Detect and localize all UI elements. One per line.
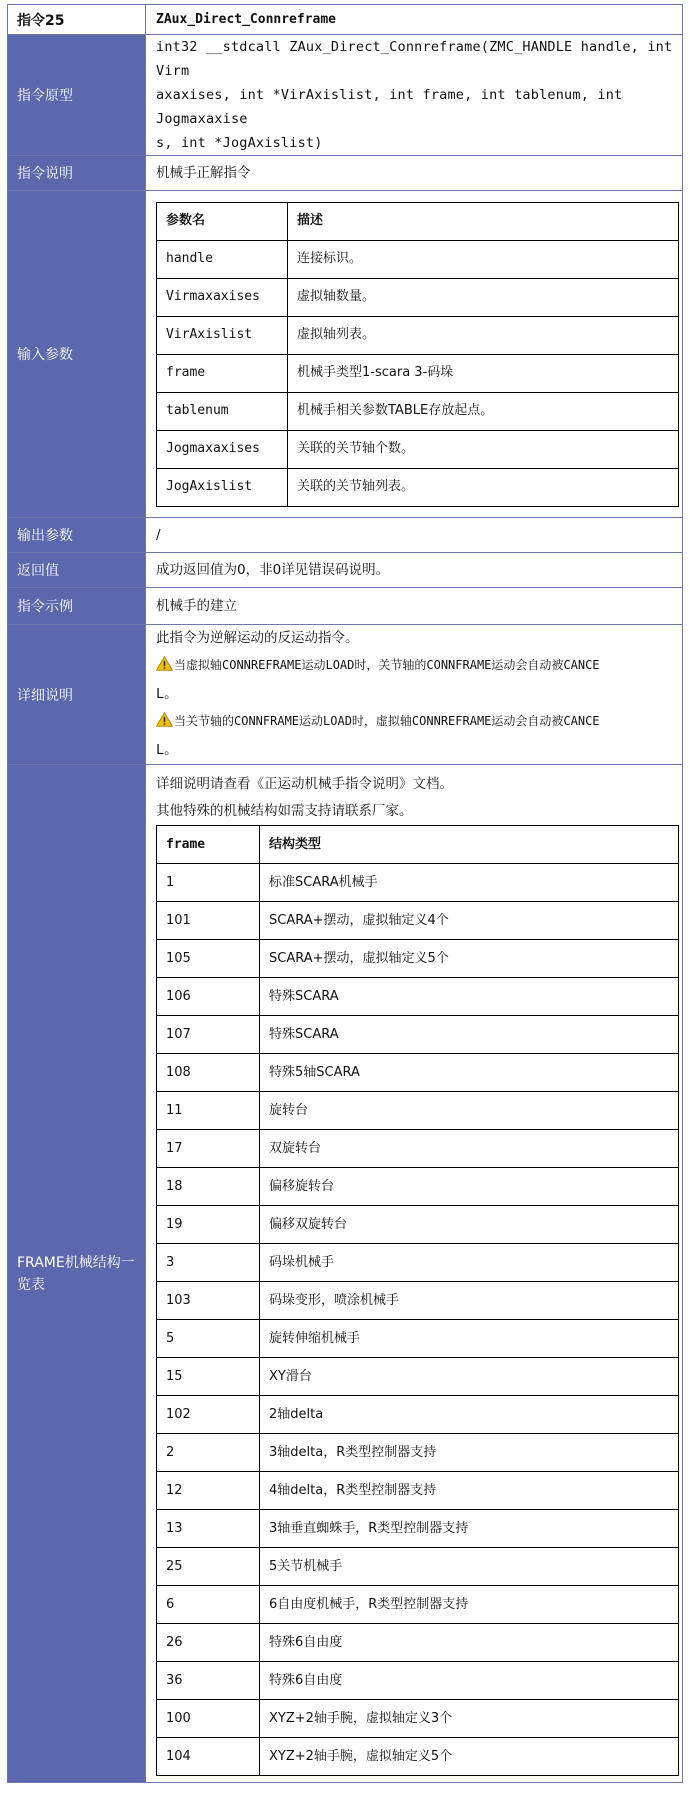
- prototype-value: [146, 35, 683, 156]
- frame-row: [157, 1548, 679, 1586]
- description-value: 机械手正解指令: [146, 156, 683, 191]
- frame-frame: 11: [157, 1092, 260, 1130]
- details-value: [146, 625, 683, 765]
- param-desc: 连接标识。: [288, 240, 679, 278]
- frames-value: [146, 765, 683, 1783]
- frame-frame: 101: [157, 902, 260, 940]
- command-number: 指令25: [8, 5, 146, 35]
- details-row: [8, 625, 683, 765]
- param-name: JogAxislist: [157, 468, 288, 506]
- frame-type: 3轴delta，R类型控制器支持: [260, 1434, 679, 1472]
- header-row: [8, 5, 683, 35]
- prototype-line: axaxises, int *VirAxislist, int frame, int tablenum, int Jogmaxaxise: [156, 87, 623, 127]
- frame-row: [157, 1016, 679, 1054]
- frame-row: [157, 1738, 679, 1776]
- outputs-label: 输出参数: [8, 518, 146, 553]
- frame-frame: 26: [157, 1624, 260, 1662]
- frame-row: [157, 1320, 679, 1358]
- frame-row: [157, 1434, 679, 1472]
- command-doc-table: [7, 4, 683, 1783]
- param-row: [157, 392, 679, 430]
- details-warning-2: [156, 708, 674, 737]
- prototype-line: s, int *JogAxislist): [156, 135, 323, 151]
- frame-type: 旋转伸缩机械手: [260, 1320, 679, 1358]
- frame-row: [157, 1396, 679, 1434]
- params-header-row: [157, 202, 679, 240]
- warning-text-2b: L。: [156, 742, 178, 758]
- frame-row: [157, 1168, 679, 1206]
- params-col-desc: 描述: [288, 202, 679, 240]
- param-name: handle: [157, 240, 288, 278]
- prototype-row: [8, 35, 683, 156]
- frame-frame: 106: [157, 978, 260, 1016]
- frames-label: FRAME机械结构一览表: [8, 765, 146, 1783]
- frame-type: SCARA+摆动，虚拟轴定义5个: [260, 940, 679, 978]
- param-desc: 虚拟轴数量。: [288, 278, 679, 316]
- params-table: [156, 202, 679, 507]
- frame-frame: 108: [157, 1054, 260, 1092]
- frame-frame: 103: [157, 1282, 260, 1320]
- frame-frame: 5: [157, 1320, 260, 1358]
- warning-text-1a: 当虚拟轴CONNREFRAME运动LOAD时，关节轴的CONNFRAME运动会自动被CANCE: [174, 658, 600, 672]
- frame-type: 5关节机械手: [260, 1548, 679, 1586]
- inputs-label: 输入参数: [8, 191, 146, 518]
- param-desc: 关联的关节轴列表。: [288, 468, 679, 506]
- details-label: 详细说明: [8, 625, 146, 765]
- prototype-label: 指令原型: [8, 35, 146, 156]
- frame-row: [157, 1358, 679, 1396]
- frame-row: [157, 1472, 679, 1510]
- frames-note-2: 其他特殊的机械结构如需支持请联系厂家。: [156, 803, 413, 819]
- frame-frame: 102: [157, 1396, 260, 1434]
- example-row: [8, 588, 683, 625]
- frame-frame: 19: [157, 1206, 260, 1244]
- frame-frame: 107: [157, 1016, 260, 1054]
- param-row: [157, 240, 679, 278]
- frame-frame: 104: [157, 1738, 260, 1776]
- example-value: 机械手的建立: [146, 588, 683, 625]
- param-row: [157, 468, 679, 506]
- frame-frame: 100: [157, 1700, 260, 1738]
- frames-col-frame: frame: [157, 826, 260, 864]
- frame-type: 3轴垂直蜘蛛手，R类型控制器支持: [260, 1510, 679, 1548]
- frame-row: [157, 1206, 679, 1244]
- frame-frame: 105: [157, 940, 260, 978]
- frame-type: 6自由度机械手，R类型控制器支持: [260, 1586, 679, 1624]
- warning-text-2a: 当关节轴的CONNFRAME运动LOAD时，虚拟轴CONNREFRAME运动会自动被CANCE: [174, 714, 600, 728]
- returns-value: 成功返回值为0，非0详见错误码说明。: [146, 553, 683, 588]
- frame-frame: 3: [157, 1244, 260, 1282]
- frame-type: XY滑台: [260, 1358, 679, 1396]
- frame-frame: 2: [157, 1434, 260, 1472]
- frame-frame: 36: [157, 1662, 260, 1700]
- frame-row: [157, 1700, 679, 1738]
- frames-header-row: [157, 826, 679, 864]
- prototype-line: int32 __stdcall ZAux_Direct_Connreframe(ZMC_HANDLE handle, int Virm: [156, 39, 673, 79]
- frame-row: [157, 978, 679, 1016]
- frame-frame: 12: [157, 1472, 260, 1510]
- frame-row: [157, 1130, 679, 1168]
- frame-row: [157, 1092, 679, 1130]
- frame-row: [157, 1662, 679, 1700]
- frames-col-type: 结构类型: [260, 826, 679, 864]
- frame-frame: 6: [157, 1586, 260, 1624]
- param-name: tablenum: [157, 392, 288, 430]
- param-row: [157, 354, 679, 392]
- frame-row: [157, 902, 679, 940]
- frame-type: 旋转台: [260, 1092, 679, 1130]
- description-row: [8, 156, 683, 191]
- frame-type: 偏移旋转台: [260, 1168, 679, 1206]
- frame-row: [157, 1586, 679, 1624]
- frame-row: [157, 940, 679, 978]
- description-label: 指令说明: [8, 156, 146, 191]
- frames-table: [156, 825, 679, 1776]
- outputs-value: /: [146, 518, 683, 553]
- example-label: 指令示例: [8, 588, 146, 625]
- command-name: ZAux_Direct_Connreframe: [146, 5, 683, 35]
- frame-type: 2轴delta: [260, 1396, 679, 1434]
- frame-type: 特殊SCARA: [260, 1016, 679, 1054]
- frame-type: 双旋转台: [260, 1130, 679, 1168]
- frame-row: [157, 1244, 679, 1282]
- param-desc: 关联的关节轴个数。: [288, 430, 679, 468]
- returns-row: [8, 553, 683, 588]
- frame-type: SCARA+摆动，虚拟轴定义4个: [260, 902, 679, 940]
- frame-row: [157, 864, 679, 902]
- frame-frame: 15: [157, 1358, 260, 1396]
- frames-row: [8, 765, 683, 1783]
- frame-frame: 13: [157, 1510, 260, 1548]
- frame-type: 码垛变形，喷涂机械手: [260, 1282, 679, 1320]
- param-name: Jogmaxaxises: [157, 430, 288, 468]
- frame-frame: 1: [157, 864, 260, 902]
- frame-row: [157, 1624, 679, 1662]
- param-row: [157, 278, 679, 316]
- param-row: [157, 316, 679, 354]
- frame-frame: 17: [157, 1130, 260, 1168]
- param-name: VirAxislist: [157, 316, 288, 354]
- frame-type: 码垛机械手: [260, 1244, 679, 1282]
- frame-type: 特殊6自由度: [260, 1662, 679, 1700]
- param-desc: 机械手相关参数TABLE存放起点。: [288, 392, 679, 430]
- param-name: Virmaxaxises: [157, 278, 288, 316]
- param-desc: 虚拟轴列表。: [288, 316, 679, 354]
- frame-type: 特殊SCARA: [260, 978, 679, 1016]
- returns-label: 返回值: [8, 553, 146, 588]
- frame-type: 偏移双旋转台: [260, 1206, 679, 1244]
- details-line: 此指令为逆解运动的反运动指令。: [156, 630, 359, 646]
- details-warning-1: [156, 652, 674, 681]
- warning-icon: [156, 654, 173, 681]
- warning-text-1b: L。: [156, 686, 178, 702]
- param-name: frame: [157, 354, 288, 392]
- inputs-row: [8, 191, 683, 518]
- frames-note-1: 详细说明请查看《正运动机械手指令说明》文档。: [156, 776, 453, 792]
- frame-row: [157, 1282, 679, 1320]
- frame-type: XYZ+2轴手腕，虚拟轴定义3个: [260, 1700, 679, 1738]
- param-desc: 机械手类型1-scara 3-码垛: [288, 354, 679, 392]
- outputs-row: [8, 518, 683, 553]
- params-col-name: 参数名: [157, 202, 288, 240]
- inputs-value: [146, 191, 683, 518]
- frame-frame: 18: [157, 1168, 260, 1206]
- frame-row: [157, 1510, 679, 1548]
- frame-type: 标准SCARA机械手: [260, 864, 679, 902]
- frame-type: 4轴delta，R类型控制器支持: [260, 1472, 679, 1510]
- warning-icon: [156, 710, 173, 737]
- frame-row: [157, 1054, 679, 1092]
- frame-type: 特殊5轴SCARA: [260, 1054, 679, 1092]
- frame-type: 特殊6自由度: [260, 1624, 679, 1662]
- frame-frame: 25: [157, 1548, 260, 1586]
- param-row: [157, 430, 679, 468]
- frame-type: XYZ+2轴手腕，虚拟轴定义5个: [260, 1738, 679, 1776]
